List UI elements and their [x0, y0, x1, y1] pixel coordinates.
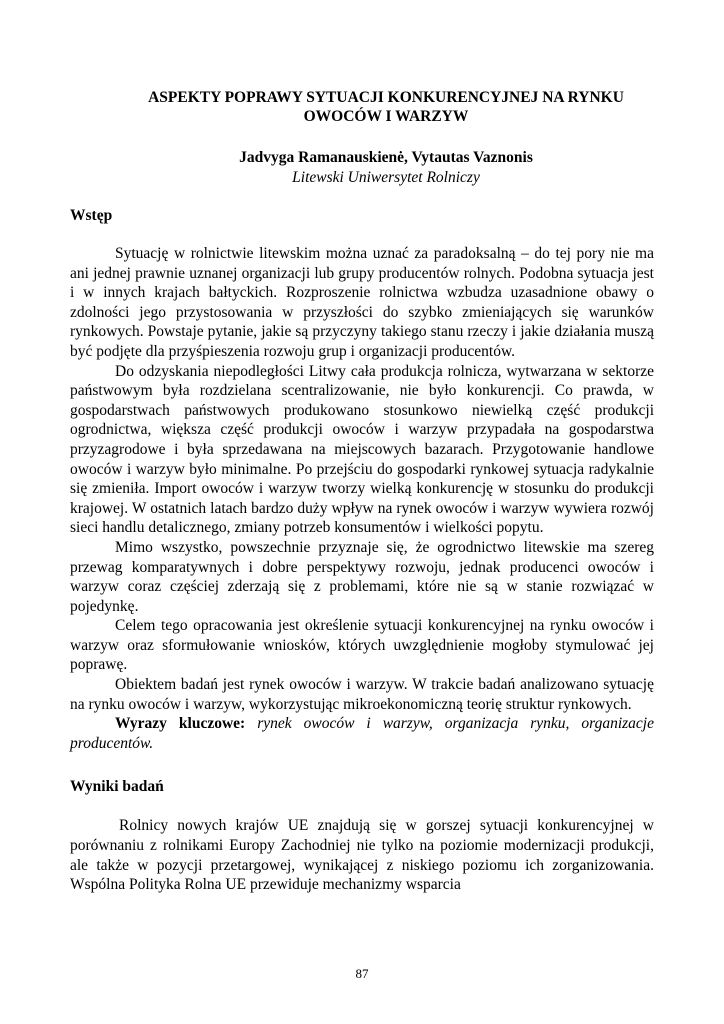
title-line-1: ASPEKTY POPRAWY SYTUACJI KONKURENCYJNEJ NA RYNKU — [148, 89, 624, 106]
results-heading: Wyniki badań — [70, 778, 164, 796]
intro-paragraph-4: Celem tego opracowania jest określenie sytuacji konkurencyjnej na rynku owoców i warzyw oraz sformułowanie wniosków, których uwzględnienie mogłoby stymulować jej poprawę. — [70, 617, 654, 674]
article-title — [118, 88, 654, 126]
authors: Jadvyga Ramanauskienė, Vytautas Vaznonis — [239, 149, 533, 166]
title-line-2: OWOCÓW I WARZYW — [303, 108, 469, 125]
intro-paragraph-3: Mimo wszystko, powszechnie przyznaje się, że ogrodnictwo litewskie ma szereg przewag komparatywnych i dobre perspektywy rozwoju, jednak producenci owoców i warzyw coraz częściej zderzają się z problemami, które nie są w stanie rozwiązać w pojedynkę. — [70, 538, 654, 615]
intro-paragraph-5: Obiektem badań jest rynek owoców i warzyw. W trakcie badań analizowano sytuację na rynku owoców i warzyw, wykorzystując mikroekonomiczną teorię struktur rynkowych. — [70, 676, 654, 713]
intro-heading: Wstęp — [70, 207, 113, 224]
results-body — [70, 816, 654, 894]
results-paragraph-1: Rolnicy nowych krajów UE znajdują się w gorszej sytuacji konkurencyjnej w porównaniu z rolnikami Europy Zachodniej nie tylko na poziomie modernizacji produkcji, ale także w pozycji przetargowej, wynikającej z niskiego poziomu ich zorganizowania. Wspólna Polityka Rolna UE przewiduje mechanizmy wsparcia — [70, 817, 654, 894]
document-page — [70, 88, 654, 895]
affiliation: Litewski Uniwersytet Rolniczy — [292, 169, 480, 186]
keywords — [70, 714, 654, 753]
intro-paragraph-1: Sytuację w rolnictwie litewskim można uznać za paradoksalną – do tej pory nie ma ani jednej prawnie uznanej organizacji lub grupy producentów rolnych. Podobna sytuacja jest i w innych krajach bałtyckich. Rozproszenie rolnictwa wzbudza uzasadnione obawy o zdolności jego przystosowania w przyszłości do szybko zmieniających się warunków rynkowych. Powstaje pytanie, jakie są przyczyny takiego stanu rzeczy i jakie działania muszą być podjęte dla przyśpieszenia rozwoju grup i organizacji producentów. — [70, 245, 654, 360]
page-number: 87 — [355, 966, 369, 981]
intro-paragraph-2: Do odzyskania niepodległości Litwy cała produkcja rolnicza, wytwarzana w sektorze państwowym była rozdzielana scentralizowanie, nie było konkurencji. Co prawda, w gospodarstwach państwowych produkowano stosunkowo niewielką część produkcji ogrodnictwa, większa część produkcji owoców i warzyw przypadała na gospodarstwa przyzagrodowe i była sprzedawana na miejscowych bazarach. Przygotowanie handlowe owoców i warzyw było minimalne. Po przejściu do gospodarki rynkowej sytuacja radykalnie się zmieniła. Import owoców i warzyw tworzy wielką konkurencję w stosunku do produkcji krajowej. W ostatnich latach bardzo duży wpływ na rynek owoców i warzyw wywiera rozwój sieci handlu detalicznego, zmiany potrzeb konsumentów i wielkości popytu. — [70, 362, 654, 537]
intro-body — [70, 244, 654, 753]
keywords-label: Wyrazy kluczowe: — [115, 715, 246, 733]
keywords-text: rynek owoców i warzyw, organizacja rynku, organizacje producentów. — [70, 715, 654, 752]
